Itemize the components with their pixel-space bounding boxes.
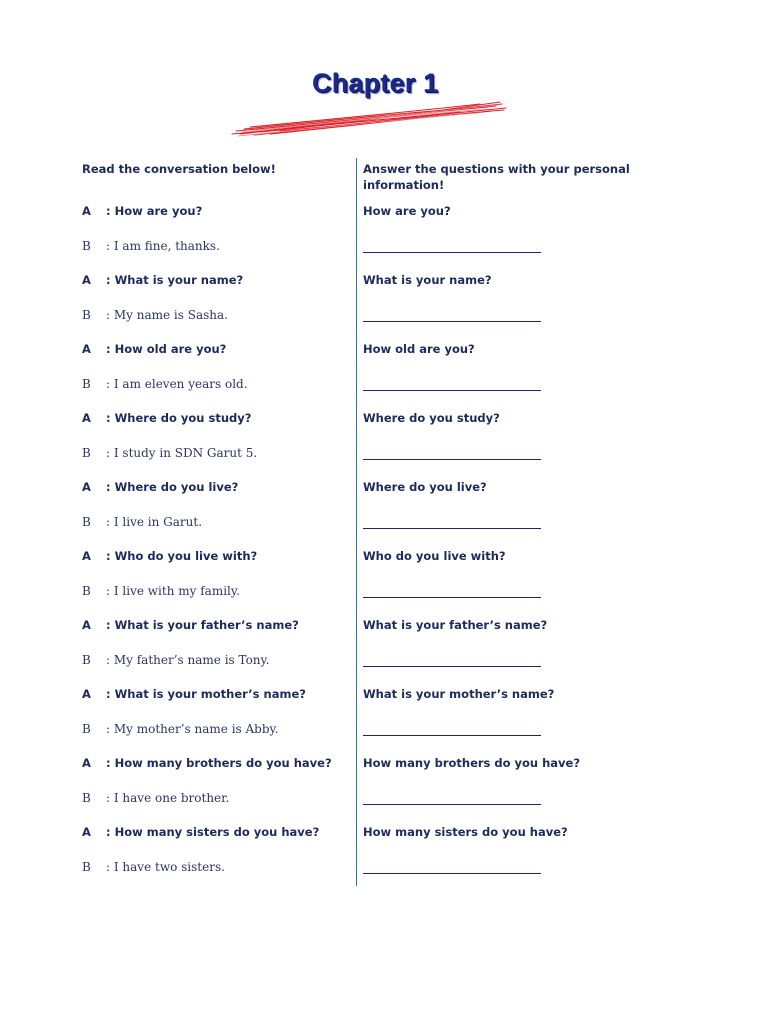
speaker-label: B (82, 239, 91, 253)
utterance-text: : What is your name? (106, 273, 244, 287)
speaker-label: B (82, 308, 91, 322)
answer-blank-line[interactable] (363, 666, 541, 667)
utterance-text: : Where do you live? (106, 480, 239, 494)
utterance-text: : My name is Sasha. (106, 308, 228, 322)
question-text: Where do you live? (363, 480, 487, 494)
utterance-text: : I have one brother. (106, 791, 230, 805)
utterance-text: : How are you? (106, 204, 203, 218)
utterance-text: : My mother’s name is Abby. (106, 722, 279, 736)
utterance-text: : My father’s name is Tony. (106, 653, 270, 667)
question-text: How old are you? (363, 342, 475, 356)
utterance-text: : I am fine, thanks. (106, 239, 220, 253)
speaker-label: B (82, 653, 91, 667)
answer-blank-line[interactable] (363, 459, 541, 460)
speaker-label: A (82, 273, 91, 287)
utterance-text: : Where do you study? (106, 411, 252, 425)
page-title: Chapter 1 (312, 68, 439, 98)
speaker-label: A (82, 480, 91, 494)
utterance-text: : I have two sisters. (106, 860, 225, 874)
speaker-label: A (82, 756, 91, 770)
speaker-label: B (82, 446, 91, 460)
question-text: What is your name? (363, 273, 492, 287)
question-text: What is your mother’s name? (363, 687, 555, 701)
utterance-text: : I live in Garut. (106, 515, 203, 529)
utterance-text: : What is your father’s name? (106, 618, 299, 632)
speaker-label: A (82, 342, 91, 356)
decorative-swoosh (220, 98, 510, 138)
question-text: Who do you live with? (363, 549, 506, 563)
column-divider (356, 158, 357, 886)
answer-blank-line[interactable] (363, 804, 541, 805)
speaker-label: B (82, 791, 91, 805)
answer-blank-line[interactable] (363, 735, 541, 736)
speaker-label: B (82, 515, 91, 529)
answer-blank-line[interactable] (363, 597, 541, 598)
right-instruction-line-1: Answer the questions with your personal (363, 162, 630, 176)
utterance-text: : How many sisters do you have? (106, 825, 320, 839)
speaker-label: A (82, 825, 91, 839)
speaker-label: B (82, 584, 91, 598)
utterance-text: : I study in SDN Garut 5. (106, 446, 258, 460)
question-text: Where do you study? (363, 411, 500, 425)
answer-blank-line[interactable] (363, 873, 541, 874)
speaker-label: A (82, 549, 91, 563)
speaker-label: A (82, 618, 91, 632)
utterance-text: : I live with my family. (106, 584, 240, 598)
utterance-text: : How many brothers do you have? (106, 756, 332, 770)
utterance-text: : I am eleven years old. (106, 377, 248, 391)
left-instruction: Read the conversation below! (82, 162, 276, 176)
question-text: How many brothers do you have? (363, 756, 581, 770)
speaker-label: A (82, 411, 91, 425)
utterance-text: : What is your mother’s name? (106, 687, 306, 701)
answer-blank-line[interactable] (363, 252, 541, 253)
question-text: How are you? (363, 204, 451, 218)
speaker-label: B (82, 860, 91, 874)
question-text: How many sisters do you have? (363, 825, 568, 839)
speaker-label: A (82, 204, 91, 218)
answer-blank-line[interactable] (363, 528, 541, 529)
speaker-label: A (82, 687, 91, 701)
speaker-label: B (82, 377, 91, 391)
question-text: What is your father’s name? (363, 618, 548, 632)
utterance-text: : How old are you? (106, 342, 227, 356)
answer-blank-line[interactable] (363, 321, 541, 322)
speaker-label: B (82, 722, 91, 736)
right-instruction-line-2: information! (363, 178, 445, 192)
chapter-heading (220, 62, 520, 142)
utterance-text: : Who do you live with? (106, 549, 258, 563)
answer-blank-line[interactable] (363, 390, 541, 391)
